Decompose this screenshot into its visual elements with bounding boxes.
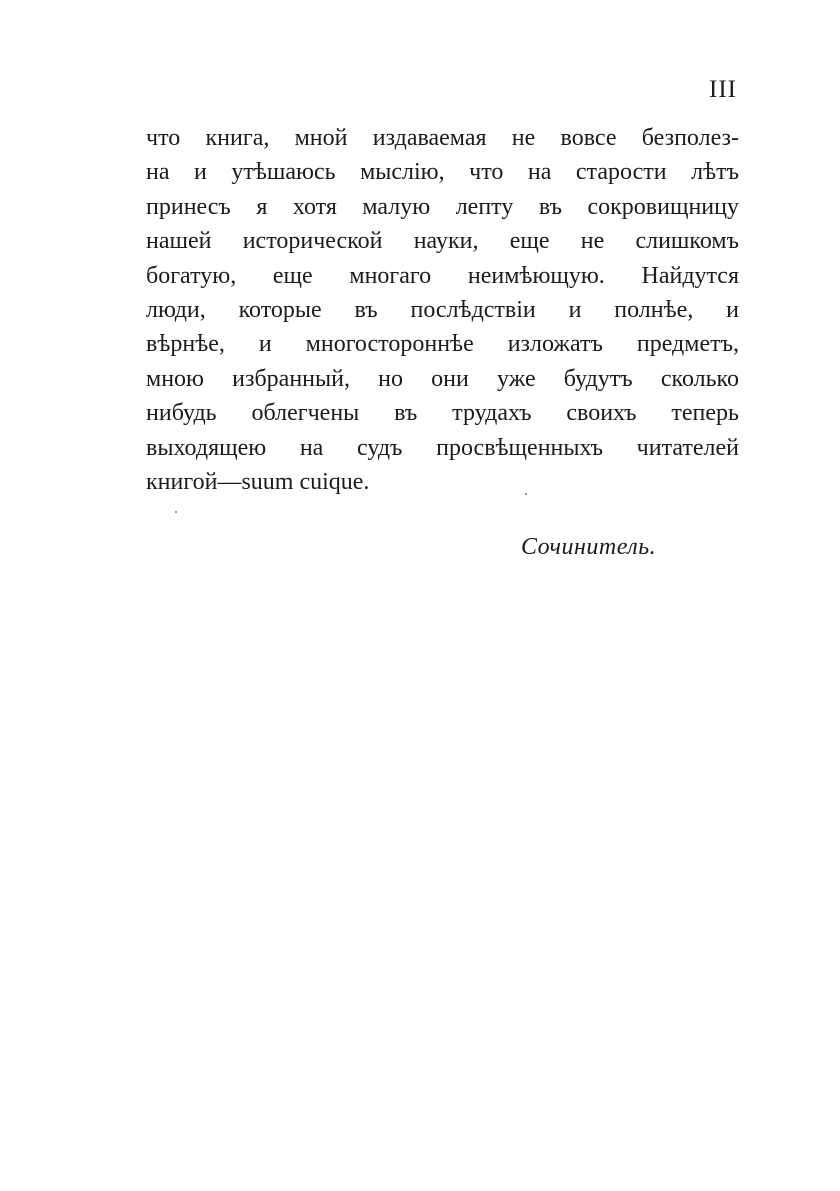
ink-speck [525, 493, 527, 495]
body-text [146, 121, 739, 499]
text-line: вѣрнѣе, и многостороннѣе изложатъ предметъ, [146, 331, 739, 358]
text-line: нашей исторической науки, еще не слишкомъ [146, 228, 739, 255]
text-line: люди, которые въ послѣдствіи и полнѣе, и [146, 296, 739, 323]
page-number: III [709, 76, 737, 103]
text-line: выходящею на судъ просвѣщенныхъ читателей [146, 434, 739, 461]
text-line: книгой—suum cuique. [146, 468, 370, 495]
text-line: что книга, мной издаваемая не вовсе безполез- [146, 125, 739, 151]
text-line: на и утѣшаюсь мыслію, что на старости лѣтъ [146, 159, 739, 186]
signature: Сочинитель. [521, 534, 657, 560]
text-line: мною избранный, но они уже будутъ сколько [146, 365, 739, 392]
ink-speck [175, 511, 177, 513]
text-line: богатую, еще многаго неимѣющую. Найдутся [146, 262, 739, 289]
text-line: принесъ я хотя малую лепту въ сокровищницу [146, 193, 739, 220]
text-line: нибудь облегчены въ трудахъ своихъ теперь [146, 400, 739, 427]
